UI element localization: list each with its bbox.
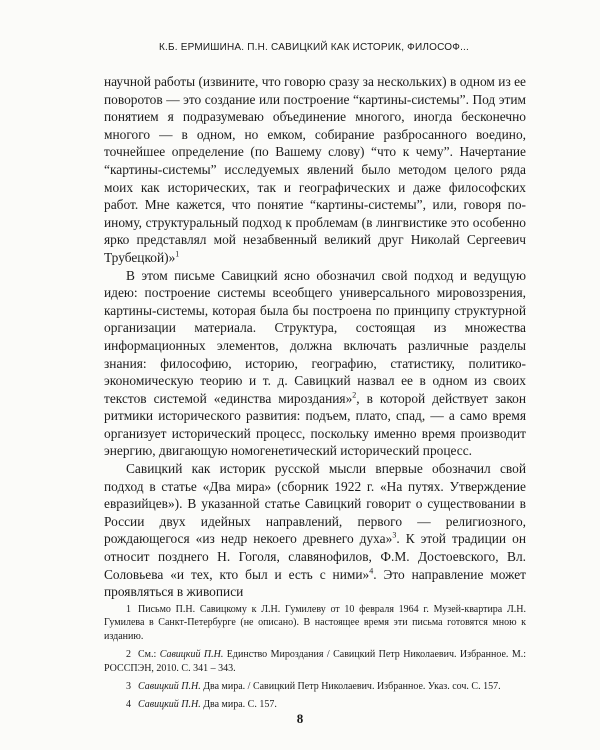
footnote-number: 4	[126, 699, 131, 711]
footnote-3	[104, 680, 526, 693]
footnote-author: Савицкий П.Н.	[138, 681, 201, 693]
paragraph-text-tail: . Это направление может проявляться в живописи	[104, 566, 527, 600]
running-header: К.Б. ЕРМИШИНА. П.Н. САВИЦКИЙ КАК ИСТОРИК, ФИЛОСОФ...	[158, 42, 470, 53]
footnote-ref[interactable]: 4	[369, 566, 374, 576]
footnote-4	[104, 698, 526, 711]
footnote-text: Два мира. С. 157.	[200, 699, 277, 711]
footnote-prefix: См.:	[138, 649, 160, 661]
paragraph-3	[104, 460, 526, 601]
footnotes	[104, 603, 526, 717]
footnote-number: 1	[126, 604, 131, 615]
page-number: 8	[296, 711, 304, 726]
footnote-number: 3	[126, 681, 131, 693]
footnote-text: Два мира. / Савицкий Петр Николаевич. Избранное. Указ. соч. С. 157.	[200, 681, 501, 693]
footnote-text: Письмо П.Н. Савицкому к Л.Н. Гумилеву от 10 февраля 1964 г. Музей-квартира Л.Н. Гумилева в Санкт-Петербурге (не описано). В настоящее время эти письма готовятся мною к изданию.	[104, 604, 526, 642]
footnote-author: Савицкий П.Н.	[159, 649, 224, 661]
footnote-ref[interactable]: 1	[175, 249, 180, 259]
footnote-ref[interactable]: 3	[392, 530, 397, 540]
main-text	[104, 73, 526, 601]
paragraph-text: Савицкий как историк русской мысли впервые обозначил свой подход в статье «Два мира» (сборник 1922 г. «На путях. Утверждение евразийцев»). В указанной статье Савицкий говорит о существовании в России двух идейных направлений, первого — религиозного, рождающегося «из недр некоего древнего духа»	[104, 461, 526, 547]
paragraph-text-tail: , в которой действует закон ритмики исторического развития: подъем, плато, спад, — а само время организует исторический процесс, поскольку именно время производит энергию, двигающую номогенетический исторический процесс.	[104, 390, 527, 459]
footnote-number: 2	[126, 649, 131, 661]
footnote-author: Савицкий П.Н.	[138, 699, 201, 711]
footnote-text: Единство Мироздания / Савицкий Петр Николаевич. Избранное. М.: РОССПЭН, 2010. С. 341 – 343.	[104, 649, 526, 674]
paragraph-text: В этом письме Савицкий ясно обозначил свой подход и ведущую идею: построение системы всеобщего универсального мировоззрения, картины-системы, которая была бы построена по принципу структурной организации материала. Структура, состоящая из множества информационных элементов, должна включать различные разделы знания: философию, историю, географию, статистику, политико-экономическую теорию и т. д. Савицкий назвал ее в одном из своих текстов системой «единства мироздания»	[104, 267, 526, 406]
footnote-ref[interactable]: 2	[352, 390, 357, 400]
footnote-2	[104, 648, 526, 675]
paragraph-text-tail: . К этой традиции он относит позднего Н. Гоголя, славянофилов, Ф.М. Достоевского, Вл. Соловьева «и тех, кто был и есть с ними»	[104, 531, 526, 582]
paragraph-text: научной работы (извините, что говорю сразу за нескольких) в одном из ее поворотов — это создание или построение “картины-системы”. Под этим понятием я подразумеваю объединение многого, иногда бесконечно многого — в одном, но емком, собирание разбросанного воедино, точнейшее определение (по Вашему слову) “что к чему”. Начертание “картины-системы” исследуемых явлений было методом целого ряда моих как исторических, так и географических и даже философских работ. Мне кажется, что понятие “картины-системы”, или, говоря по-иному, структуральный подход к проблемам (в лингвистике это особенно ярко представлял мой незабвенный великий друг Николай Сергеевич Трубецкой)»	[104, 74, 526, 265]
paragraph-2	[104, 267, 526, 461]
paragraph-1	[104, 73, 526, 267]
footnote-1	[104, 603, 526, 643]
